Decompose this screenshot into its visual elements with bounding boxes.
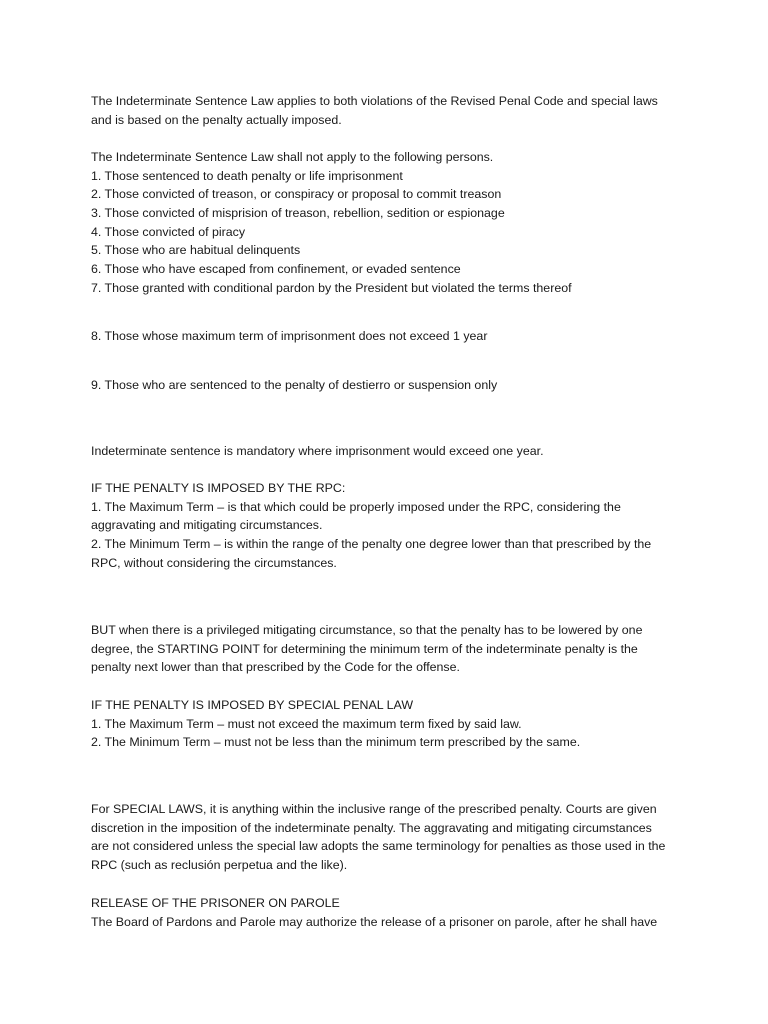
section-heading: RELEASE OF THE PRISONER ON PAROLE [91,896,340,910]
text-line: 1. The Maximum Term – is that which could be properly imposed under the RPC, considering the [91,499,621,514]
text-line: discretion in the imposition of the indeterminate penalty. The aggravating and mitigating circumstances [91,820,652,835]
list-item-8 [91,327,691,346]
text-line: Indeterminate sentence is mandatory where imprisonment would exceed one year. [91,444,544,458]
text-line: 2. The Minimum Term – is within the range of the penalty one degree lower than that prescribed by the [91,537,652,552]
text-line: are not considered unless the special law adopts the same terminology for penalties as those used in the [91,839,666,854]
text-line: The Indeterminate Sentence Law shall not apply to the following persons. [91,150,494,164]
list-item-9 [91,376,691,395]
list-item: 2. Those convicted of treason, or conspiracy or proposal to commit treason [91,187,502,202]
list-item: 5. Those who are habitual delinquents [91,243,301,258]
paragraph-special-laws [91,800,691,875]
list-item: 3. Those convicted of misprision of treason, rebellion, sedition or espionage [91,206,505,221]
list-item: 6. Those who have escaped from confinement, or evaded sentence [91,262,461,277]
section-heading: IF THE PENALTY IS IMPOSED BY THE RPC: [91,481,346,495]
list-item: 9. Those who are sentenced to the penalty of destierro or suspension only [91,378,498,392]
text-line: penalty next lower than that prescribed by the Code for the offense. [91,660,460,675]
paragraph-mandatory [91,442,691,461]
list-item: 8. Those whose maximum term of imprisonment does not exceed 1 year [91,329,488,343]
list-item: 4. Those convicted of piracy [91,224,246,239]
section-rpc-penalty [91,479,691,572]
text-line: and is based on the penalty actually imposed. [91,112,342,127]
section-special-penal-law [91,696,691,752]
section-heading: IF THE PENALTY IS IMPOSED BY SPECIAL PENAL LAW [91,698,414,712]
paragraph-scope [91,92,691,129]
text-line: 2. The Minimum Term – must not be less than the minimum term prescribed by the same. [91,735,581,750]
text-line: The Indeterminate Sentence Law applies to both violations of the Revised Penal Code and special laws [91,94,658,108]
text-line: RPC, without considering the circumstances. [91,555,337,570]
text-line: RPC (such as reclusión perpetua and the like). [91,858,348,873]
text-line: BUT when there is a privileged mitigating circumstance, so that the penalty has to be lowered by one [91,623,643,637]
text-line: degree, the STARTING POINT for determining the minimum term of the indeterminate penalty is the [91,641,638,656]
list-item: 7. Those granted with conditional pardon by the President but violated the terms thereof [91,280,572,295]
section-parole [91,894,691,931]
text-line: aggravating and mitigating circumstances. [91,518,323,533]
text-line: The Board of Pardons and Parole may authorize the release of a prisoner on parole, after he shall have [91,914,658,929]
list-item: 1. Those sentenced to death penalty or life imprisonment [91,168,403,183]
paragraph-exclusions-list [91,148,691,298]
text-line: For SPECIAL LAWS, it is anything within the inclusive range of the prescribed penalty. Courts are given [91,802,657,816]
paragraph-privileged-mitigating [91,621,691,677]
text-line: 1. The Maximum Term – must not exceed the maximum term fixed by said law. [91,716,522,731]
